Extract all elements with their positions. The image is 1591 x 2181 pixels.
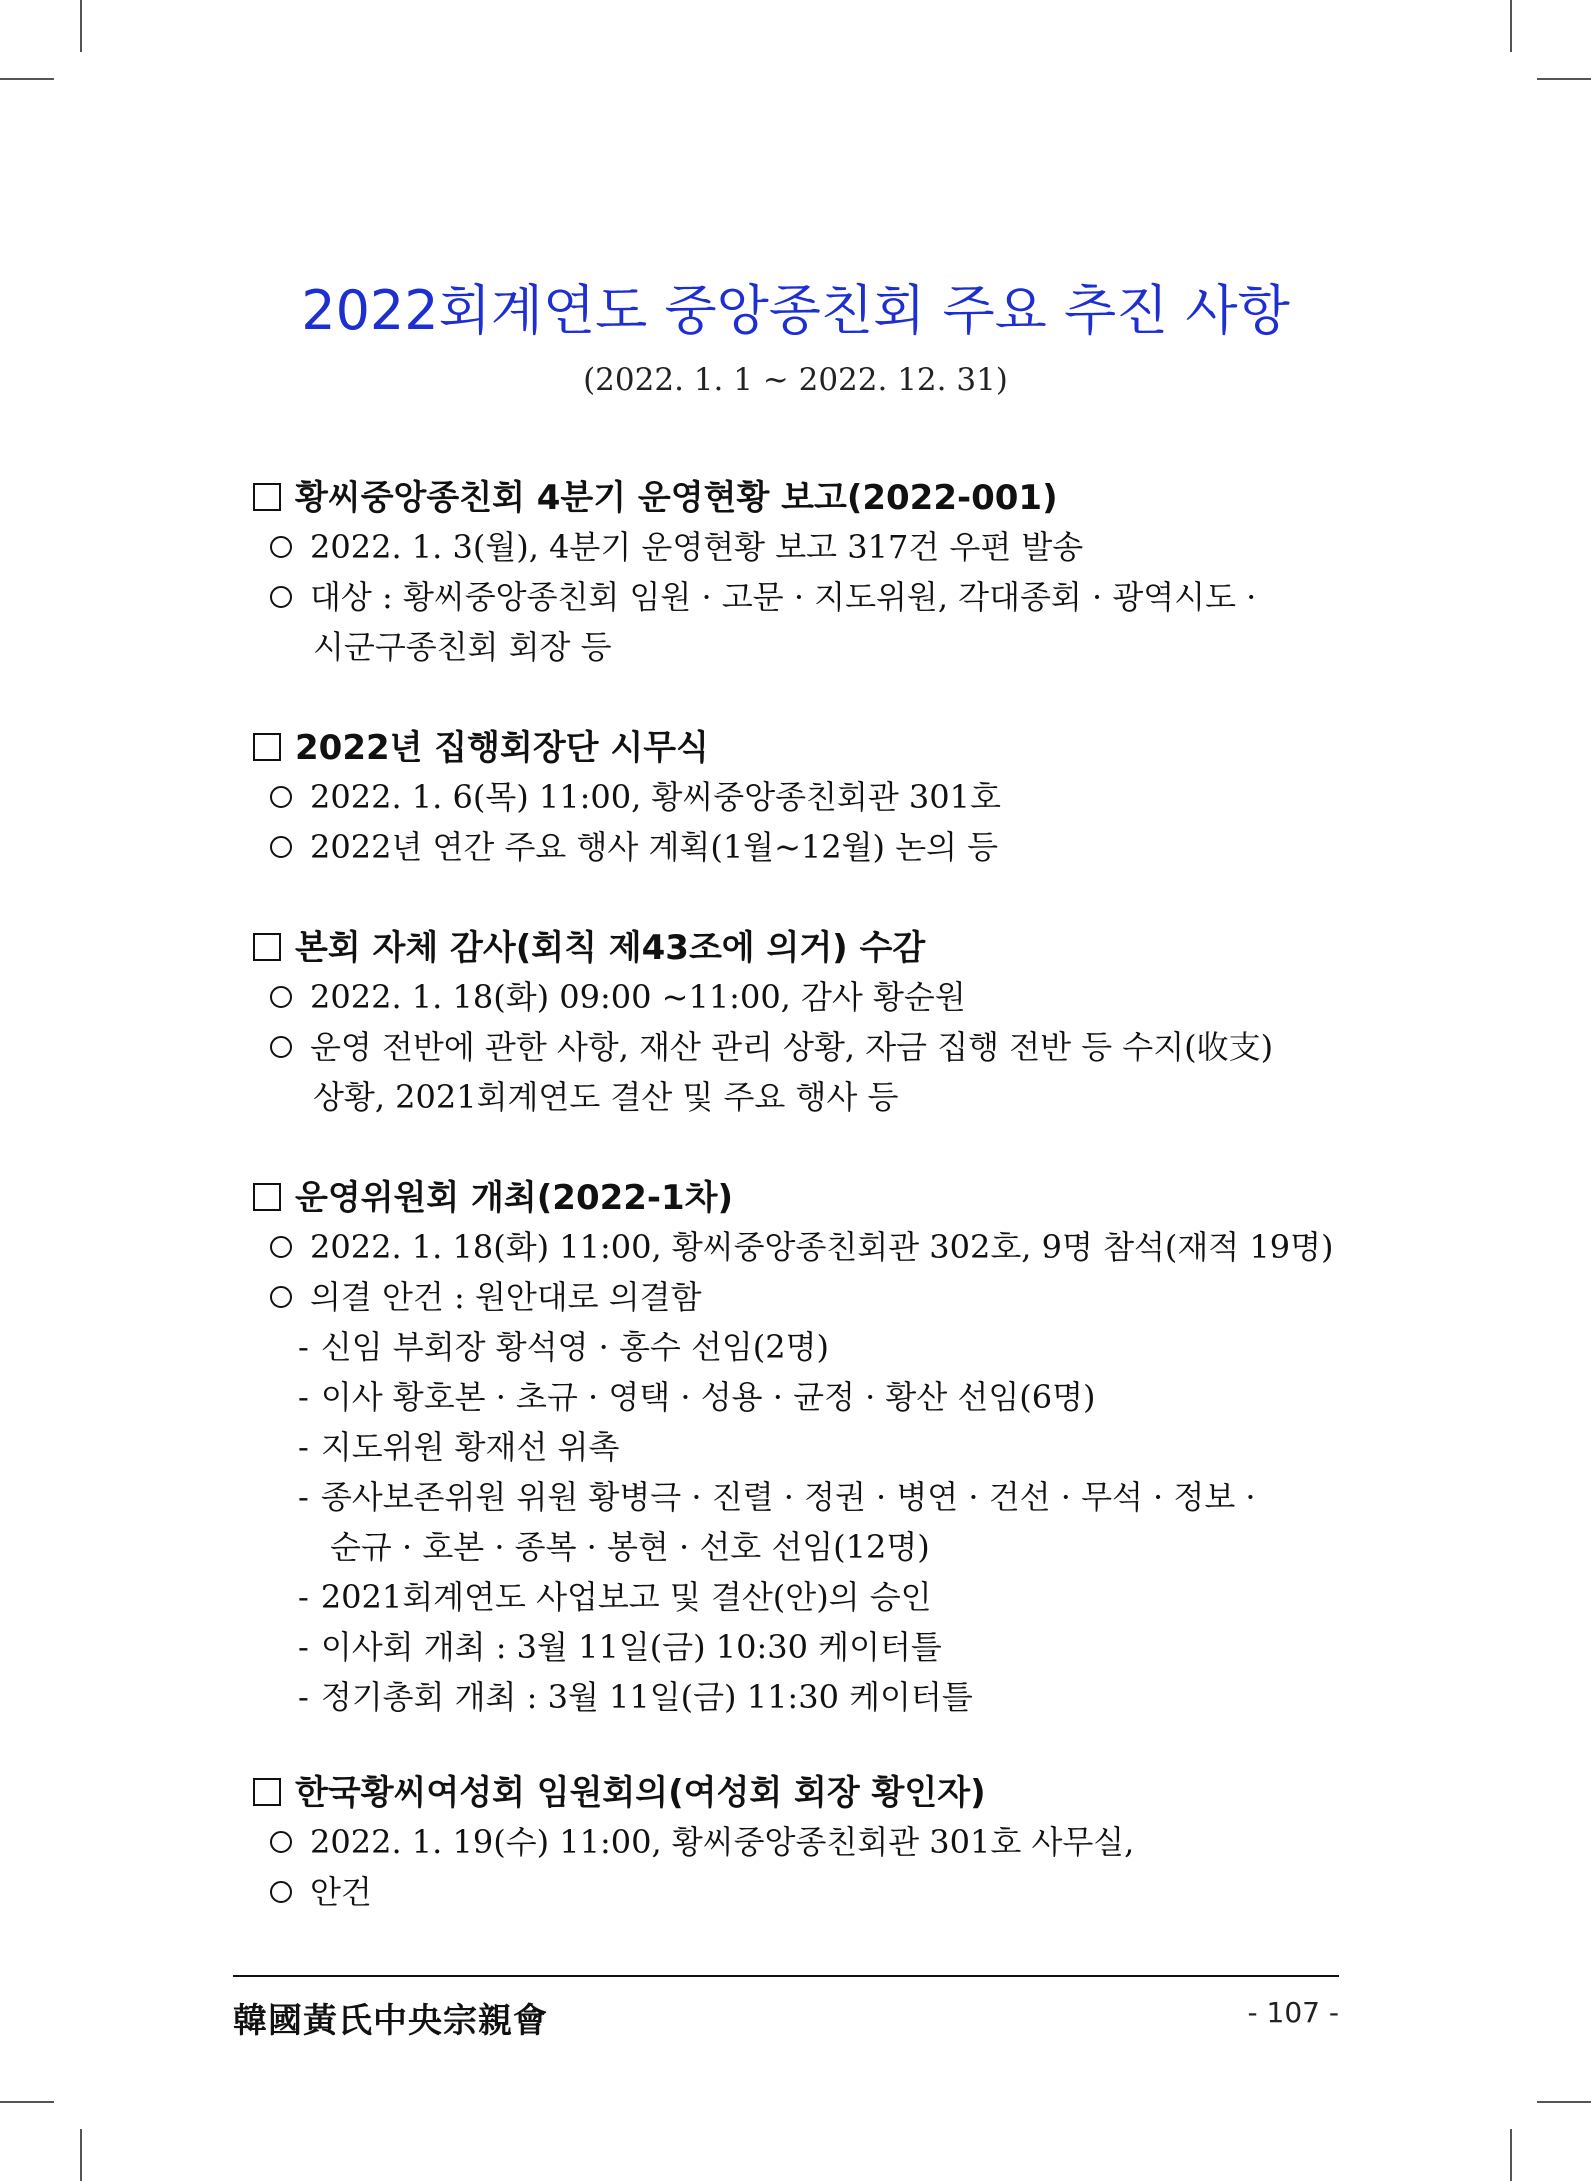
dash-marker-icon: - bbox=[298, 1428, 309, 1466]
item-text: 안건 bbox=[310, 1873, 372, 1911]
continuation-line bbox=[330, 1522, 1591, 1568]
circle-bullet-icon bbox=[270, 536, 292, 558]
section-heading-text: 2022년 집행회장단 시무식 bbox=[295, 728, 709, 768]
item-text: 2022. 1. 18(화) 09:00 ~11:00, 감사 황순원 bbox=[310, 978, 966, 1016]
bullet-item bbox=[270, 822, 1591, 868]
checkbox-square-icon bbox=[253, 933, 281, 961]
dash-item bbox=[298, 1472, 1591, 1518]
item-text: 신임 부회장 황석영 · 홍수 선임(2명) bbox=[320, 1328, 830, 1366]
section-heading bbox=[253, 1170, 1591, 1219]
bullet-item bbox=[270, 1222, 1591, 1268]
bullet-item bbox=[270, 572, 1591, 618]
circle-bullet-icon bbox=[270, 1286, 292, 1308]
bullet-item bbox=[270, 1272, 1591, 1318]
item-text: 운영 전반에 관한 사항, 재산 관리 상황, 자금 집행 전반 등 수지(收支) bbox=[310, 1028, 1274, 1066]
page-number: - 107 - bbox=[1247, 1996, 1339, 2029]
section-heading-text: 황씨중앙종친회 4분기 운영현황 보고(2022-001) bbox=[295, 478, 1058, 518]
checkbox-square-icon bbox=[253, 483, 281, 511]
item-text: 의결 안건 : 원안대로 의결함 bbox=[310, 1278, 702, 1316]
item-text: 2022. 1. 19(수) 11:00, 황씨중앙종친회관 301호 사무실, bbox=[310, 1823, 1135, 1861]
circle-bullet-icon bbox=[270, 986, 292, 1008]
crop-mark bbox=[1510, 0, 1512, 52]
dash-marker-icon: - bbox=[298, 1578, 309, 1616]
item-text: 2022. 1. 18(화) 11:00, 황씨중앙종친회관 302호, 9명 참석(재적 19명) bbox=[310, 1228, 1334, 1266]
section-heading-text: 운영위원회 개최(2022-1차) bbox=[295, 1178, 734, 1218]
crop-mark bbox=[80, 0, 82, 52]
dash-marker-icon: - bbox=[298, 1328, 309, 1366]
section-heading-text: 본회 자체 감사(회칙 제43조에 의거) 수감 bbox=[295, 928, 926, 968]
crop-mark bbox=[1537, 78, 1591, 80]
circle-bullet-icon bbox=[270, 586, 292, 608]
bullet-item bbox=[270, 1022, 1591, 1068]
dash-item bbox=[298, 1672, 1591, 1718]
circle-bullet-icon bbox=[270, 1831, 292, 1853]
item-text: 시군구종친회 회장 등 bbox=[313, 628, 612, 666]
item-text: 종사보존위원 위원 황병극 · 진렬 · 정권 · 병연 · 건선 · 무석 · 정보 · bbox=[320, 1478, 1256, 1516]
circle-bullet-icon bbox=[270, 1881, 292, 1903]
checkbox-square-icon bbox=[253, 1778, 281, 1806]
crop-mark bbox=[0, 2101, 54, 2103]
continuation-line bbox=[313, 1072, 1591, 1118]
bullet-item bbox=[270, 1817, 1591, 1863]
footer-organization: 韓國黃氏中央宗親會 bbox=[233, 2001, 548, 2041]
circle-bullet-icon bbox=[270, 1036, 292, 1058]
crop-mark bbox=[0, 78, 54, 80]
footer-divider bbox=[233, 1975, 1339, 1977]
item-text: 대상 : 황씨중앙종친회 임원 · 고문 · 지도위원, 각대종회 · 광역시도 · bbox=[310, 578, 1257, 616]
dash-marker-icon: - bbox=[298, 1478, 309, 1516]
section-heading-text: 한국황씨여성회 임원회의(여성회 회장 황인자) bbox=[295, 1773, 986, 1813]
dash-item bbox=[298, 1422, 1591, 1468]
dash-item bbox=[298, 1372, 1591, 1418]
dash-marker-icon: - bbox=[298, 1628, 309, 1666]
item-text: 정기총회 개최 : 3월 11일(금) 11:30 케이터틀 bbox=[320, 1678, 973, 1716]
crop-mark bbox=[1537, 2101, 1591, 2103]
dash-item bbox=[298, 1322, 1591, 1368]
bullet-item bbox=[270, 1867, 1591, 1913]
item-text: 이사 황호본 · 초규 · 영택 · 성용 · 균정 · 황산 선임(6명) bbox=[320, 1378, 1096, 1416]
item-text: 순규 · 호본 · 종복 · 봉현 · 선호 선임(12명) bbox=[330, 1528, 930, 1566]
section-heading bbox=[253, 920, 1591, 969]
item-text: 2022년 연간 주요 행사 계획(1월~12월) 논의 등 bbox=[310, 828, 999, 866]
dash-item bbox=[298, 1622, 1591, 1668]
item-text: 2022. 1. 3(월), 4분기 운영현황 보고 317건 우편 발송 bbox=[310, 528, 1084, 566]
item-text: 상황, 2021회계연도 결산 및 주요 행사 등 bbox=[313, 1078, 899, 1116]
item-text: 2022. 1. 6(목) 11:00, 황씨중앙종친회관 301호 bbox=[310, 778, 1001, 816]
crop-mark bbox=[1510, 2129, 1512, 2181]
bullet-item bbox=[270, 522, 1591, 568]
checkbox-square-icon bbox=[253, 733, 281, 761]
item-text: 이사회 개최 : 3월 11일(금) 10:30 케이터틀 bbox=[320, 1628, 942, 1666]
dash-item bbox=[298, 1572, 1591, 1618]
continuation-line bbox=[313, 622, 1591, 668]
dash-marker-icon: - bbox=[298, 1678, 309, 1716]
period-subtitle: (2022. 1. 1 ~ 2022. 12. 31) bbox=[583, 362, 1008, 398]
page-title: 2022회계연도 중앙종친회 주요 추진 사항 bbox=[301, 279, 1290, 342]
bullet-item bbox=[270, 772, 1591, 818]
checkbox-square-icon bbox=[253, 1183, 281, 1211]
bullet-item bbox=[270, 972, 1591, 1018]
circle-bullet-icon bbox=[270, 836, 292, 858]
dash-marker-icon: - bbox=[298, 1378, 309, 1416]
section-heading bbox=[253, 1765, 1591, 1814]
circle-bullet-icon bbox=[270, 1236, 292, 1258]
item-text: 2021회계연도 사업보고 및 결산(안)의 승인 bbox=[320, 1578, 932, 1616]
item-text: 지도위원 황재선 위촉 bbox=[320, 1428, 620, 1466]
crop-mark bbox=[80, 2129, 82, 2181]
circle-bullet-icon bbox=[270, 786, 292, 808]
section-heading bbox=[253, 470, 1591, 519]
section-heading bbox=[253, 720, 1591, 769]
